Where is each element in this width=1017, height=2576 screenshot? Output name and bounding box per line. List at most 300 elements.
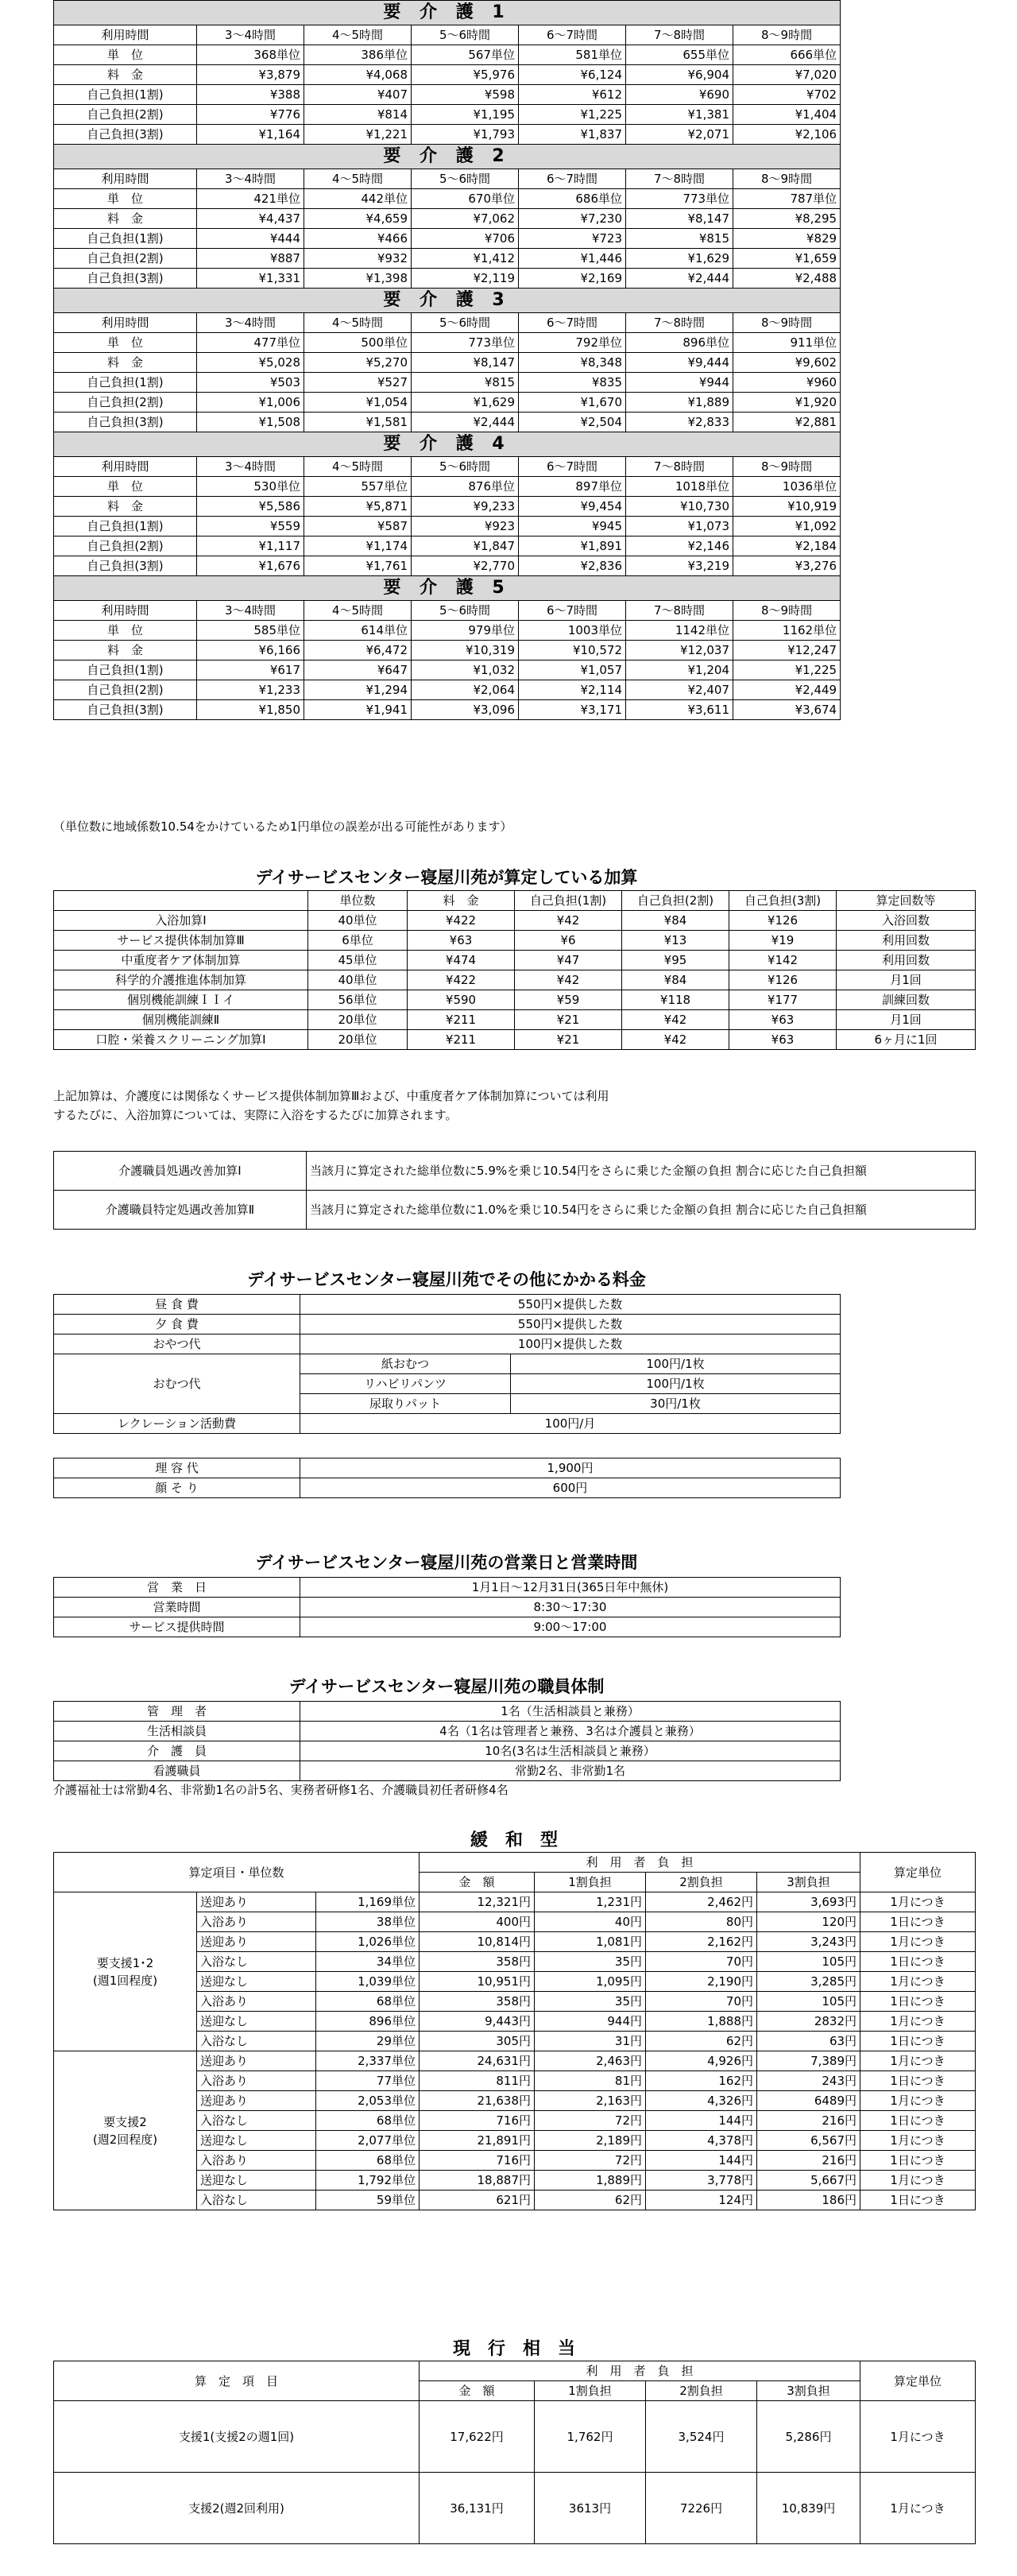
care-value-cell: ¥1,233 — [197, 680, 304, 700]
relaxed-value: 1,889円 — [535, 2171, 646, 2191]
care-value-cell: ¥407 — [304, 85, 412, 105]
care-row-label: 自己負担(3割) — [54, 269, 197, 289]
care-value-cell: ¥12,247 — [733, 641, 841, 660]
care-value-cell: ¥1,920 — [733, 393, 841, 413]
care-row-label: 単 位 — [54, 477, 197, 497]
care-value-cell: ¥1,793 — [412, 125, 519, 145]
care-value-cell: 386単位 — [304, 45, 412, 65]
relaxed-value: 62円 — [646, 2032, 757, 2051]
relaxed-option: 入浴あり — [197, 2071, 316, 2091]
care-value-cell: ¥1,331 — [197, 269, 304, 289]
relaxed-value: 5,667円 — [757, 2171, 860, 2191]
current-amount: 17,622円 — [420, 2401, 535, 2473]
addition-row — [54, 951, 976, 970]
recreation-label: レクレーション活動費 — [54, 1414, 300, 1434]
addition-value: 訓練回数 — [837, 990, 976, 1010]
care-header-cell: 5～6時間 — [412, 25, 519, 45]
care-level-row — [54, 125, 841, 145]
addition-value: ¥21 — [515, 1010, 622, 1030]
relaxed-value: 400円 — [420, 1912, 535, 1932]
care-value-cell: ¥1,092 — [733, 517, 841, 537]
treatment-label: 介護職員処遇改善加算Ⅰ — [54, 1152, 307, 1191]
care-value-cell: ¥3,276 — [733, 556, 841, 576]
current-amount: 36,131円 — [420, 2473, 535, 2544]
care-level-title-row — [54, 432, 841, 457]
staff-title: デイサービスセンター寝屋川苑の職員体制 — [288, 1677, 605, 1696]
relaxed-unit: 1月につき — [860, 1972, 976, 1992]
care-level-title: 要 介 護 5 — [54, 576, 841, 601]
care-value-cell: ¥6,124 — [519, 65, 626, 85]
relaxed-unit: 1日につき — [860, 2191, 976, 2210]
care-table-note: （単位数に地域係数10.54をかけているため1円単位の誤差が出る可能性があります） — [53, 819, 512, 834]
care-value-cell: ¥7,020 — [733, 65, 841, 85]
relaxed-value: 621円 — [420, 2191, 535, 2210]
treatment-row — [54, 1152, 976, 1191]
care-value-cell: ¥10,730 — [626, 497, 733, 517]
business-day-row — [54, 1578, 841, 1598]
snack-label: おやつ代 — [54, 1334, 300, 1354]
care-value-cell: ¥1,508 — [197, 413, 304, 432]
barber-table — [53, 1458, 841, 1498]
care-level-title: 要 介 護 3 — [54, 289, 841, 313]
current-table — [53, 2361, 976, 2544]
relaxed-unit: 1月につき — [860, 2171, 976, 2191]
care-value-cell: ¥2,184 — [733, 537, 841, 556]
care-value-cell: 614単位 — [304, 621, 412, 641]
addition-row — [54, 931, 976, 951]
relaxed-units: 77単位 — [316, 2071, 420, 2091]
relaxed-value: 105円 — [757, 1952, 860, 1972]
relaxed-value: 144円 — [646, 2151, 757, 2171]
addition-value: 45単位 — [308, 951, 408, 970]
care-value-cell: ¥1,054 — [304, 393, 412, 413]
relaxed-value: 243円 — [757, 2071, 860, 2091]
care-level-row — [54, 680, 841, 700]
care-header-cell: 3～4時間 — [197, 25, 304, 45]
lunch-label: 昼 食 費 — [54, 1295, 300, 1315]
staff-row — [54, 1702, 841, 1722]
care-header-cell: 5～6時間 — [412, 457, 519, 477]
relaxed-option: 送迎なし — [197, 1972, 316, 1992]
relaxed-value: 3,243円 — [757, 1932, 860, 1952]
business-day-label: 営 業 日 — [54, 1578, 300, 1598]
care-value-cell: ¥1,398 — [304, 269, 412, 289]
care-value-cell: ¥8,147 — [626, 209, 733, 229]
care-value-cell: ¥2,169 — [519, 269, 626, 289]
diaper-price: 100円/1枚 — [511, 1354, 841, 1374]
care-value-cell: 979単位 — [412, 621, 519, 641]
care-header-cell: 3～4時間 — [197, 457, 304, 477]
relaxed-value: 40円 — [535, 1912, 646, 1932]
care-header-cell: 8～9時間 — [733, 25, 841, 45]
addition-value: ¥63 — [729, 1010, 837, 1030]
care-value-cell: ¥1,404 — [733, 105, 841, 125]
care-value-cell: 557単位 — [304, 477, 412, 497]
treatment-row — [54, 1191, 976, 1230]
current-burden-1: 3613円 — [535, 2473, 646, 2544]
care-header-cell: 7～8時間 — [626, 169, 733, 189]
care-row-label: 料 金 — [54, 209, 197, 229]
care-value-cell: ¥2,488 — [733, 269, 841, 289]
relaxed-units: 1,792単位 — [316, 2171, 420, 2191]
relaxed-units: 2,053単位 — [316, 2091, 420, 2111]
current-burden-2: 7226円 — [646, 2473, 757, 2544]
care-value-cell: 666単位 — [733, 45, 841, 65]
addition-value: ¥142 — [729, 951, 837, 970]
addition-value: ¥95 — [622, 951, 729, 970]
addition-value: ¥42 — [622, 1030, 729, 1050]
care-header-cell: 7～8時間 — [626, 313, 733, 333]
care-value-cell: ¥815 — [412, 373, 519, 393]
relaxed-option: 入浴あり — [197, 1912, 316, 1932]
care-value-cell: 773単位 — [412, 333, 519, 353]
relaxed-option: 入浴なし — [197, 1952, 316, 1972]
relaxed-value: 35円 — [535, 1952, 646, 1972]
relaxed-option: 入浴なし — [197, 2191, 316, 2210]
care-value-cell: ¥7,062 — [412, 209, 519, 229]
care-value-cell: ¥814 — [304, 105, 412, 125]
care-value-cell: ¥5,871 — [304, 497, 412, 517]
addition-value: 入浴回数 — [837, 911, 976, 931]
relaxed-units: 2,077単位 — [316, 2131, 420, 2151]
meal-row-snack — [54, 1334, 841, 1354]
relaxed-value: 2,163円 — [535, 2091, 646, 2111]
care-level-row — [54, 621, 841, 641]
care-value-cell: 896単位 — [626, 333, 733, 353]
care-value-cell: ¥2,146 — [626, 537, 733, 556]
care-level-title-row — [54, 289, 841, 313]
addition-value: 40単位 — [308, 970, 408, 990]
business-days-table — [53, 1577, 841, 1637]
relaxed-units: 2,337単位 — [316, 2051, 420, 2071]
care-value-cell: ¥8,147 — [412, 353, 519, 373]
relaxed-value: 80円 — [646, 1912, 757, 1932]
treatment-label: 介護職員特定処遇改善加算Ⅱ — [54, 1191, 307, 1230]
diaper-label: おむつ代 — [54, 1354, 300, 1414]
care-value-cell: ¥8,295 — [733, 209, 841, 229]
care-value-cell: 686単位 — [519, 189, 626, 209]
relaxed-header-row — [54, 1853, 976, 1873]
relaxed-value: 811円 — [420, 2071, 535, 2091]
relaxed-value: 358円 — [420, 1952, 535, 1972]
care-value-cell: ¥1,294 — [304, 680, 412, 700]
addition-note-2: するたびに、入浴加算については、実際に入浴をするたびに加算されます。 — [53, 1108, 458, 1122]
staff-table — [53, 1701, 841, 1781]
relaxed-units: 1,026単位 — [316, 1932, 420, 1952]
addition-note-1: 上記加算は、介護度には関係なくサービス提供体制加算Ⅲおよび、中重度者ケア体制加算については利用 — [53, 1089, 609, 1103]
addition-value: ¥59 — [515, 990, 622, 1010]
relaxed-unit: 1日につき — [860, 2151, 976, 2171]
staff-label: 介 護 員 — [54, 1741, 300, 1761]
relaxed-value: 24,631円 — [420, 2051, 535, 2071]
relaxed-value: 10,951円 — [420, 1972, 535, 1992]
care-value-cell: ¥3,096 — [412, 700, 519, 720]
relaxed-option: 送迎あり — [197, 1892, 316, 1912]
relaxed-option: 送迎なし — [197, 2012, 316, 2032]
addition-row — [54, 911, 976, 931]
addition-value: ¥126 — [729, 970, 837, 990]
relaxed-units: 29単位 — [316, 2032, 420, 2051]
care-value-cell: 1036単位 — [733, 477, 841, 497]
care-value-cell: ¥1,670 — [519, 393, 626, 413]
care-header-cell: 7～8時間 — [626, 457, 733, 477]
care-value-cell: ¥2,449 — [733, 680, 841, 700]
care-value-cell: ¥2,444 — [626, 269, 733, 289]
care-value-cell: 911単位 — [733, 333, 841, 353]
meal-row-dinner — [54, 1315, 841, 1334]
care-value-cell: 581単位 — [519, 45, 626, 65]
care-level-row — [54, 373, 841, 393]
current-burden-2: 3,524円 — [646, 2401, 757, 2473]
addition-header-cell: 自己負担(3割) — [729, 891, 837, 911]
care-value-cell: ¥960 — [733, 373, 841, 393]
relaxed-value: 2,162円 — [646, 1932, 757, 1952]
care-value-cell: ¥2,881 — [733, 413, 841, 432]
addition-value: 月1回 — [837, 1010, 976, 1030]
addition-value: ¥211 — [408, 1030, 515, 1050]
addition-value: 月1回 — [837, 970, 976, 990]
care-value-cell: ¥1,581 — [304, 413, 412, 432]
addition-value: ¥19 — [729, 931, 837, 951]
care-value-cell: ¥9,444 — [626, 353, 733, 373]
care-row-label: 単 位 — [54, 45, 197, 65]
relaxed-option: 送迎あり — [197, 2051, 316, 2071]
relaxed-value: 9,443円 — [420, 2012, 535, 2032]
relaxed-value: 162円 — [646, 2071, 757, 2091]
relaxed-value: 2,463円 — [535, 2051, 646, 2071]
care-header-cell: 8～9時間 — [733, 601, 841, 621]
relaxed-value: 1,081円 — [535, 1932, 646, 1952]
care-level-row — [54, 353, 841, 373]
relaxed-value: 2,189円 — [535, 2131, 646, 2151]
relaxed-value: 305円 — [420, 2032, 535, 2051]
care-value-cell: ¥3,879 — [197, 65, 304, 85]
care-value-cell: ¥1,941 — [304, 700, 412, 720]
care-value-cell: ¥1,225 — [519, 105, 626, 125]
relaxed-value: 21,638円 — [420, 2091, 535, 2111]
relaxed-value: 6489円 — [757, 2091, 860, 2111]
care-value-cell: ¥2,119 — [412, 269, 519, 289]
addition-value: ¥422 — [408, 970, 515, 990]
addition-value: ¥126 — [729, 911, 837, 931]
care-row-label: 料 金 — [54, 497, 197, 517]
care-value-cell: ¥1,891 — [519, 537, 626, 556]
care-value-cell: ¥466 — [304, 229, 412, 249]
relaxed-value: 216円 — [757, 2111, 860, 2131]
addition-header-cell: 料 金 — [408, 891, 515, 911]
care-row-label: 自己負担(2割) — [54, 537, 197, 556]
care-header-cell: 利用時間 — [54, 457, 197, 477]
addition-value: ¥177 — [729, 990, 837, 1010]
care-value-cell: 421単位 — [197, 189, 304, 209]
current-col-2: 2割負担 — [646, 2381, 757, 2401]
relaxed-value: 105円 — [757, 1992, 860, 2012]
addition-row — [54, 1030, 976, 1050]
relaxed-value: 21,891円 — [420, 2131, 535, 2151]
care-level-header-row — [54, 601, 841, 621]
care-level-row — [54, 700, 841, 720]
business-hours-row — [54, 1598, 841, 1617]
relaxed-unit: 1月につき — [860, 1932, 976, 1952]
care-level-row — [54, 45, 841, 65]
care-value-cell: 368単位 — [197, 45, 304, 65]
care-value-cell: ¥835 — [519, 373, 626, 393]
relaxed-value: 63円 — [757, 2032, 860, 2051]
current-burden-header: 利 用 者 負 担 — [420, 2361, 860, 2381]
care-header-cell: 3～4時間 — [197, 313, 304, 333]
relaxed-value: 3,285円 — [757, 1972, 860, 1992]
care-header-cell: 利用時間 — [54, 601, 197, 621]
care-value-cell: 773単位 — [626, 189, 733, 209]
relaxed-units: 68単位 — [316, 1992, 420, 2012]
care-value-cell: ¥1,195 — [412, 105, 519, 125]
current-item: 支援2(週2回利用) — [54, 2473, 420, 2544]
relaxed-units: 34単位 — [316, 1952, 420, 1972]
care-value-cell: ¥1,174 — [304, 537, 412, 556]
relaxed-value: 1,095円 — [535, 1972, 646, 1992]
addition-name: 個別機能訓練ＩＩイ — [54, 990, 308, 1010]
care-level-fee-table — [53, 0, 841, 720]
relaxed-value: 35円 — [535, 1992, 646, 2012]
current-title: 現 行 相 当 — [452, 2339, 575, 2359]
care-value-cell: ¥559 — [197, 517, 304, 537]
business-day-value: 1月1日～12月31日(365日年中無休) — [300, 1578, 841, 1598]
care-value-cell: ¥3,674 — [733, 700, 841, 720]
addition-header-cell: 単位数 — [308, 891, 408, 911]
addition-name: サービス提供体制加算Ⅲ — [54, 931, 308, 951]
care-level-row — [54, 189, 841, 209]
care-value-cell: 876単位 — [412, 477, 519, 497]
relaxed-value: 3,693円 — [757, 1892, 860, 1912]
care-value-cell: 585単位 — [197, 621, 304, 641]
dinner-value: 550円×提供した数 — [300, 1315, 841, 1334]
addition-value: ¥474 — [408, 951, 515, 970]
care-header-cell: 4～5時間 — [304, 457, 412, 477]
care-value-cell: ¥1,057 — [519, 660, 626, 680]
relaxed-row — [54, 2051, 976, 2071]
diaper-price: 30円/1枚 — [511, 1394, 841, 1414]
care-value-cell: ¥1,073 — [626, 517, 733, 537]
care-level-title: 要 介 護 4 — [54, 432, 841, 457]
care-row-label: 自己負担(2割) — [54, 105, 197, 125]
recreation-value: 100円/月 — [300, 1414, 841, 1434]
care-value-cell: ¥1,850 — [197, 700, 304, 720]
shaving-row — [54, 1478, 841, 1498]
relaxed-unit: 1日につき — [860, 2071, 976, 2091]
relaxed-units: 38単位 — [316, 1912, 420, 1932]
relaxed-units: 896単位 — [316, 2012, 420, 2032]
addition-value: 20単位 — [308, 1030, 408, 1050]
relaxed-burden-header: 利 用 者 負 担 — [420, 1853, 860, 1873]
care-value-cell: ¥1,117 — [197, 537, 304, 556]
care-value-cell: ¥944 — [626, 373, 733, 393]
care-value-cell: ¥1,204 — [626, 660, 733, 680]
addition-value: ¥118 — [622, 990, 729, 1010]
care-value-cell: ¥8,348 — [519, 353, 626, 373]
current-col-amount: 金 額 — [420, 2381, 535, 2401]
care-row-label: 料 金 — [54, 65, 197, 85]
care-row-label: 単 位 — [54, 333, 197, 353]
recreation-row — [54, 1414, 841, 1434]
care-level-title-row — [54, 1, 841, 25]
care-header-cell: 6～7時間 — [519, 25, 626, 45]
care-header-cell: 利用時間 — [54, 313, 197, 333]
addition-value: 40単位 — [308, 911, 408, 931]
care-value-cell: ¥932 — [304, 249, 412, 269]
current-item-header: 算 定 項 目 — [54, 2361, 420, 2401]
care-header-cell: 3～4時間 — [197, 169, 304, 189]
relaxed-unit: 1月につき — [860, 2051, 976, 2071]
care-row-label: 自己負担(2割) — [54, 249, 197, 269]
relaxed-unit: 1日につき — [860, 2111, 976, 2131]
relaxed-units: 1,039単位 — [316, 1972, 420, 1992]
care-value-cell: ¥706 — [412, 229, 519, 249]
current-col-1: 1割負担 — [535, 2381, 646, 2401]
relaxed-value: 4,378円 — [646, 2131, 757, 2151]
care-level-row — [54, 413, 841, 432]
addition-header-cell: 算定回数等 — [837, 891, 976, 911]
relaxed-value: 2832円 — [757, 2012, 860, 2032]
care-value-cell: ¥4,068 — [304, 65, 412, 85]
relaxed-value: 7,389円 — [757, 2051, 860, 2071]
care-header-cell: 4～5時間 — [304, 601, 412, 621]
addition-value: ¥6 — [515, 931, 622, 951]
addition-value: ¥13 — [622, 931, 729, 951]
care-header-cell: 6～7時間 — [519, 313, 626, 333]
care-level-row — [54, 209, 841, 229]
care-header-cell: 利用時間 — [54, 25, 197, 45]
care-value-cell: ¥2,836 — [519, 556, 626, 576]
relaxed-unit: 1月につき — [860, 2012, 976, 2032]
relaxed-value: 716円 — [420, 2151, 535, 2171]
addition-header-cell: 自己負担(1割) — [515, 891, 622, 911]
current-row — [54, 2473, 976, 2544]
barber-row — [54, 1458, 841, 1478]
current-col-3: 3割負担 — [757, 2381, 860, 2401]
relaxed-unit: 1日につき — [860, 1912, 976, 1932]
relaxed-value: 4,326円 — [646, 2091, 757, 2111]
care-value-cell: 477単位 — [197, 333, 304, 353]
care-header-cell: 8～9時間 — [733, 457, 841, 477]
relaxed-value: 186円 — [757, 2191, 860, 2210]
care-value-cell: ¥12,037 — [626, 641, 733, 660]
care-header-cell: 4～5時間 — [304, 313, 412, 333]
addition-value: 6単位 — [308, 931, 408, 951]
current-unit-header: 算定単位 — [860, 2361, 976, 2401]
addition-value: ¥84 — [622, 970, 729, 990]
relaxed-value: 18,887円 — [420, 2171, 535, 2191]
care-value-cell: ¥617 — [197, 660, 304, 680]
current-item: 支援1(支援2の週1回) — [54, 2401, 420, 2473]
addition-row — [54, 990, 976, 1010]
care-value-cell: ¥2,833 — [626, 413, 733, 432]
relaxed-units: 59単位 — [316, 2191, 420, 2210]
care-header-cell: 4～5時間 — [304, 169, 412, 189]
care-value-cell: ¥1,889 — [626, 393, 733, 413]
care-value-cell: ¥2,114 — [519, 680, 626, 700]
shaving-label: 顔 そ り — [54, 1478, 300, 1498]
care-value-cell: ¥587 — [304, 517, 412, 537]
relaxed-value: 1,888円 — [646, 2012, 757, 2032]
care-row-label: 自己負担(1割) — [54, 660, 197, 680]
current-burden-3: 5,286円 — [757, 2401, 860, 2473]
care-value-cell: ¥2,071 — [626, 125, 733, 145]
addition-value: 利用回数 — [837, 951, 976, 970]
care-level-row — [54, 393, 841, 413]
care-value-cell: ¥1,446 — [519, 249, 626, 269]
care-value-cell: 500単位 — [304, 333, 412, 353]
shaving-value: 600円 — [300, 1478, 841, 1498]
